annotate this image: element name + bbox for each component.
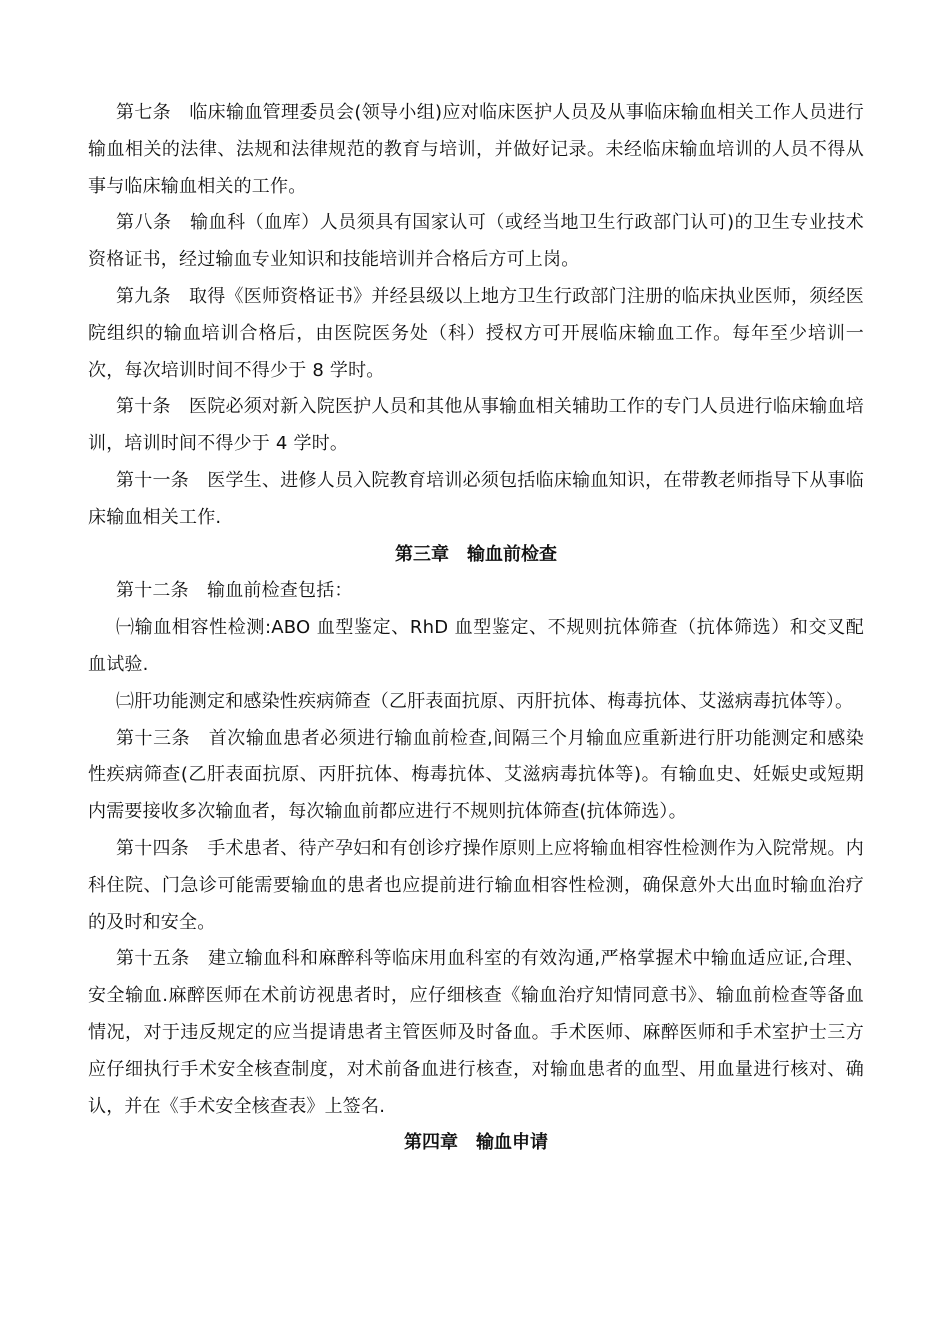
article-15: 第十五条 建立输血科和麻醉科等临床用血科室的有效沟通,严格掌握术中输血适应证,合理、安全输血.麻醉医师在术前访视患者时，应仔细核查《输血治疗知情同意书》、输血前检查等备血情况，对于违反规定的应当提请患者主管医师及时备血。手术医师、麻醉医师和手术室护士三方应仔细执行手术安全核查制度，对术前备血进行核查，对输血患者的血型、用血量进行核对、确认，并在《手术安全核查表》上签名. xyxy=(88,948,864,1117)
article-9: 第九条 取得《医师资格证书》并经县级以上地方卫生行政部门注册的临床执业医师，须经医院组织的输血培训合格后，由医院医务处（科）授权方可开展临床输血工作。每年至少培训一次，每次培训时间不得少于 8 学时。 xyxy=(88,285,864,381)
document-page xyxy=(88,95,864,1162)
chapter-4-heading: 第四章 输血申请 xyxy=(404,1132,548,1154)
article-12: 第十二条 输血前检查包括： xyxy=(116,580,353,602)
article-12-item-1: ㈠输血相容性检测:ABO 血型鉴定、RhD 血型鉴定、不规则抗体筛查（抗体筛选）和交叉配血试验. xyxy=(88,617,864,675)
article-11: 第十一条 医学生、进修人员入院教育培训必须包括临床输血知识，在带教老师指导下从事临床输血相关工作. xyxy=(88,469,864,528)
article-14: 第十四条 手术患者、待产孕妇和有创诊疗操作原则上应将输血相容性检测作为入院常规。内科住院、门急诊可能需要输血的患者也应提前进行输血相容性检测，确保意外大出血时输血治疗的及时和安全。 xyxy=(88,837,864,933)
chapter-3-heading: 第三章 输血前检查 xyxy=(395,543,557,565)
article-8: 第八条 输血科（血库）人员须具有国家认可（或经当地卫生行政部门认可)的卫生专业技术资格证书，经过输血专业知识和技能培训并合格后方可上岗。 xyxy=(88,212,864,271)
article-10: 第十条 医院必须对新入院医护人员和其他从事输血相关辅助工作的专门人员进行临床输血培训，培训时间不得少于 4 学时。 xyxy=(88,396,864,455)
article-13: 第十三条 首次输血患者必须进行输血前检查,间隔三个月输血应重新进行肝功能测定和感染性疾病筛查(乙肝表面抗原、丙肝抗体、梅毒抗体、艾滋病毒抗体等)。有输血史、妊娠史或短期内需要接收多次输血者，每次输血前都应进行不规则抗体筛查(抗体筛选）。 xyxy=(88,727,864,823)
article-7: 第七条 临床输血管理委员会(领导小组)应对临床医护人员及从事临床输血相关工作人员进行输血相关的法律、法规和法律规范的教育与培训，并做好记录。未经临床输血培训的人员不得从事与临床输血相关的工作。 xyxy=(88,102,864,197)
article-12-item-2: ㈡肝功能测定和感染性疾病筛查（乙肝表面抗原、丙肝抗体、梅毒抗体、艾滋病毒抗体等）。 xyxy=(116,690,854,712)
